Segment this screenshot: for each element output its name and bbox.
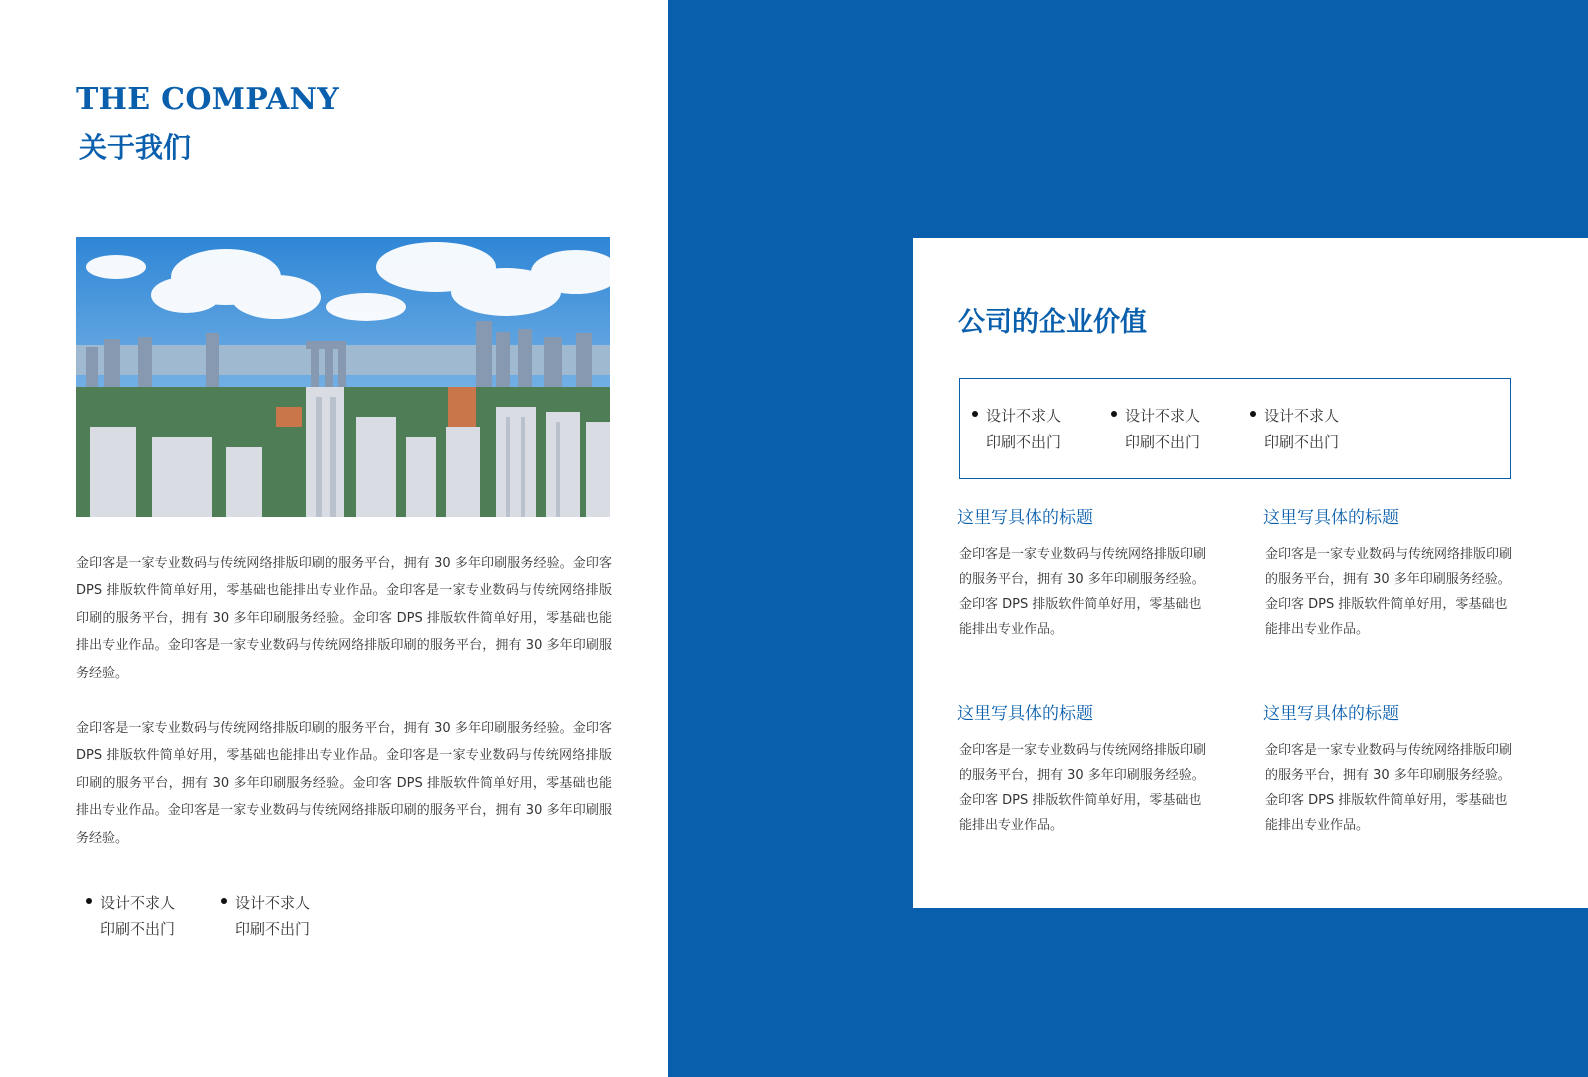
section-body: 金印客是一家专业数码与传统网络排版印刷的服务平台，拥有 30 多年印刷服务经验。金印客 DPS 排版软件简单好用，零基础也能排出专业作品。	[1265, 743, 1513, 833]
values-card	[913, 238, 1588, 908]
section-block	[1263, 506, 1513, 642]
section-heading: 这里写具体的标题	[957, 704, 1093, 724]
card-title: 公司的企业价值	[958, 307, 1147, 338]
left-bullet-list	[86, 890, 310, 942]
section-body: 金印客是一家专业数码与传统网络排版印刷的服务平台，拥有 30 多年印刷服务经验。金印客 DPS 排版软件简单好用，零基础也能排出专业作品。	[1265, 547, 1513, 637]
bullet-dot-icon	[86, 898, 92, 904]
section-block	[957, 506, 1207, 642]
bullet-line: 印刷不出门	[100, 920, 176, 938]
bullet-item	[1111, 403, 1200, 455]
bullet-item	[86, 890, 175, 942]
bullet-line: 设计不求人	[986, 407, 1062, 425]
left-page	[0, 0, 668, 1077]
intro-paragraph-2: 金印客是一家专业数码与传统网络排版印刷的服务平台，拥有 30 多年印刷服务经验。金印客 DPS 排版软件简单好用，零基础也能排出专业作品。金印客是一家专业数码与传统网络排版印刷的服务平台，拥有 30 多年印刷服务经验。金印客 DPS 排版软件简单好用，零基础也能排出专业作品。金印客是一家专业数码与传统网络排版印刷的服务平台，拥有 30 多年印刷服务经验。	[76, 721, 612, 846]
bullet-line: 印刷不出门	[1264, 433, 1340, 451]
page-title-cn: 关于我们	[79, 131, 192, 164]
page-title-en: THE COMPANY	[76, 82, 339, 117]
bullet-line: 设计不求人	[235, 894, 311, 912]
bullet-item	[1250, 403, 1339, 455]
section-body: 金印客是一家专业数码与传统网络排版印刷的服务平台，拥有 30 多年印刷服务经验。金印客 DPS 排版软件简单好用，零基础也能排出专业作品。	[959, 547, 1207, 637]
intro-paragraph-1: 金印客是一家专业数码与传统网络排版印刷的服务平台，拥有 30 多年印刷服务经验。金印客 DPS 排版软件简单好用，零基础也能排出专业作品。金印客是一家专业数码与传统网络排版印刷的服务平台，拥有 30 多年印刷服务经验。金印客 DPS 排版软件简单好用，零基础也能排出专业作品。金印客是一家专业数码与传统网络排版印刷的服务平台，拥有 30 多年印刷服务经验。	[76, 556, 612, 681]
section-heading: 这里写具体的标题	[1263, 704, 1399, 724]
bullet-line: 设计不求人	[1264, 407, 1340, 425]
skyline-illustration	[76, 237, 610, 517]
bullet-line: 设计不求人	[1125, 407, 1201, 425]
bullet-item	[972, 403, 1061, 455]
section-block	[957, 702, 1207, 838]
city-skyline-photo	[76, 237, 610, 517]
bullet-dot-icon	[221, 898, 227, 904]
value-bullets-box	[959, 378, 1511, 479]
bullet-line: 印刷不出门	[986, 433, 1062, 451]
bullet-line: 印刷不出门	[1125, 433, 1201, 451]
bullet-line: 印刷不出门	[235, 920, 311, 938]
bullet-item	[221, 890, 310, 942]
bullet-dot-icon	[1111, 411, 1117, 417]
bullet-dot-icon	[972, 411, 978, 417]
section-block	[1263, 702, 1513, 838]
section-body: 金印客是一家专业数码与传统网络排版印刷的服务平台，拥有 30 多年印刷服务经验。金印客 DPS 排版软件简单好用，零基础也能排出专业作品。	[959, 743, 1207, 833]
bullet-dot-icon	[1250, 411, 1256, 417]
section-heading: 这里写具体的标题	[957, 508, 1093, 528]
bullet-line: 设计不求人	[100, 894, 176, 912]
section-heading: 这里写具体的标题	[1263, 508, 1399, 528]
